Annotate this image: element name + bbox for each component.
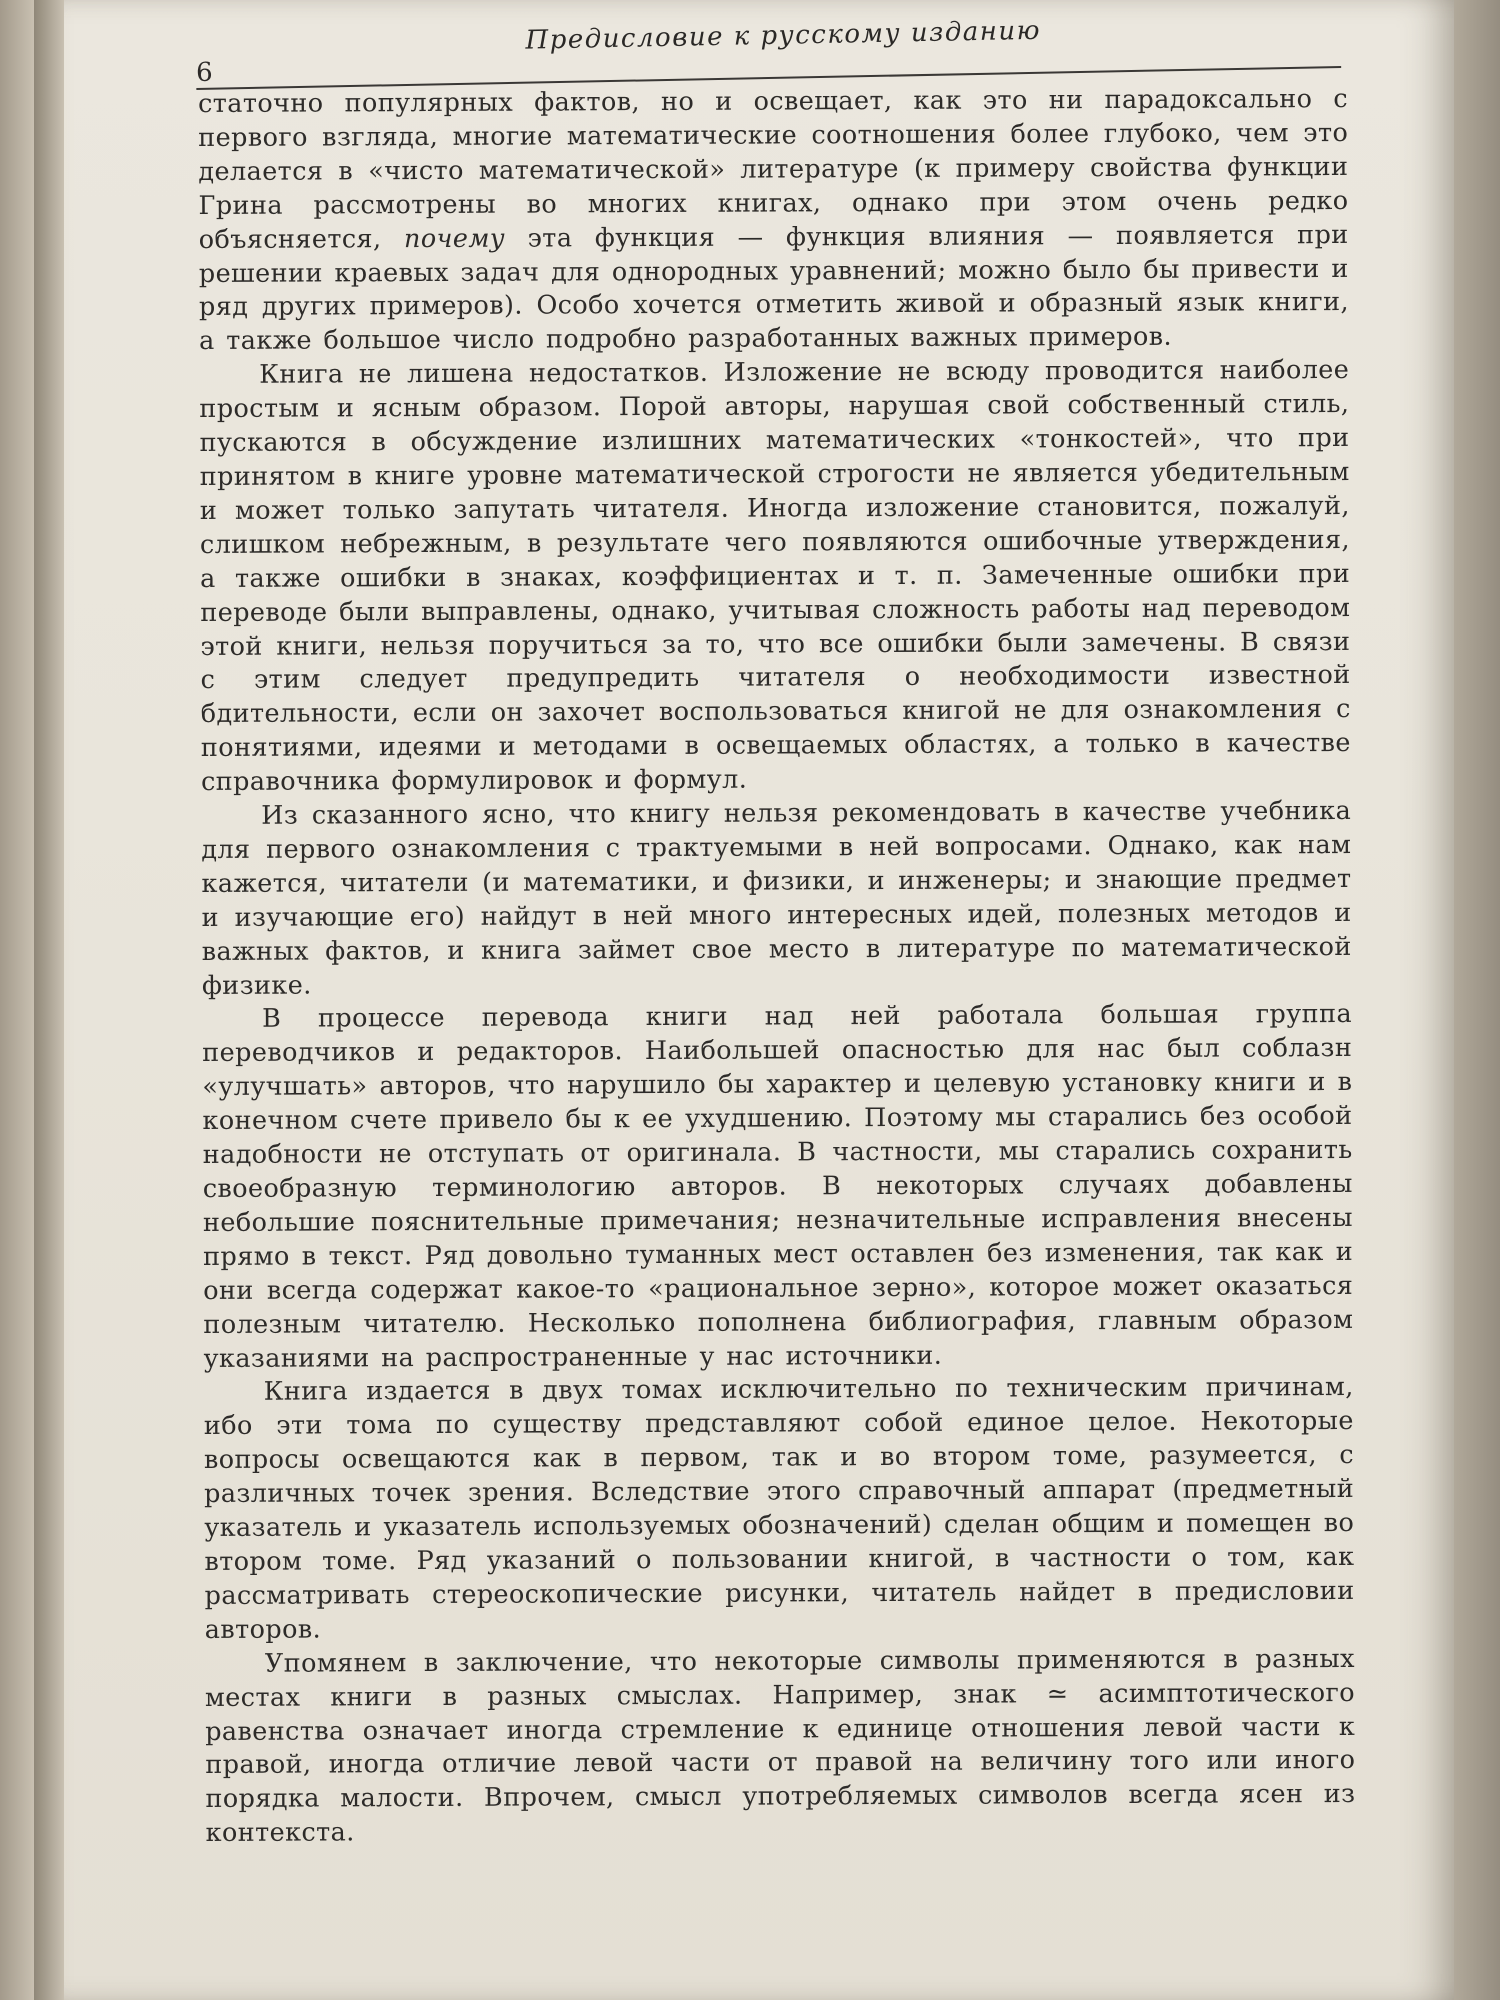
paragraph-2: Книга не лишена недостатков. Изложение не всюду проводится наиболее простым и ясным образом. Порой авторы, нарушая свой собственный стиль, пускаются в обсуждение излишних математических «тонкостей», что при принятом в книге уровне математической строгости не является убедительным и может только запутать читателя. Иногда изложение становится, пожалуй, слишком небрежным, в результате чего появляются ошибочные утверждения, а также ошибки в знаках, коэффициентах и т. п. Замеченные ошибки при переводе были выправлены, однако, учитывая сложность работы над переводом этой книги, нельзя поручиться за то, что все ошибки были замечены. В связи с этим следует предупредить читателя о необходимости известной бдительности, если он захочет воспользоваться книгой не для ознакомления с понятиями, идеями и методами в освещаемых областях, а только в качестве справочника формулировок и формул. — [199, 355, 1351, 798]
paragraph-5: Книга издается в двух томах исключительно по техническим причинам, ибо эти тома по существу представляют собой единое целое. Некоторые вопросы освещаются как в первом, так и во втором томе, разумеется, с различных точек зрения. Вследствие этого справочный аппарат (предметный указатель и указатель используемых обозначений) сделан общим и помещен во втором томе. Ряд указаний о пользовании книгой, в частности о том, как рассматривать стереоскопические рисунки, читатель найдет в предисловии авторов. — [203, 1372, 1355, 1645]
paragraph-1-part-2: эта функция — функция влияния — появляется при решении краевых задач для однородных уравнений; можно было бы привести и ряд других примеров). Особо хочется отметить живой и образный язык книги, а также большое число подробно разработанных важных примеров. — [198, 219, 1350, 357]
paragraph-4: В процессе перевода книги над ней работала большая группа переводчиков и редакторов. Наибольшей опасностью для нас был соблазн «улучшать» авторов, что нарушило бы характер и целевую установку книги и в конечном счете привело бы к ее ухудшению. Поэтому мы старались без особой надобности не отступать от оригинала. В частности, мы старались сохранить своеобразную терминологию авторов. В некоторых случаях добавлены небольшие пояснительные примечания; незначительные исправления внесены прямо в текст. Ряд довольно туманных мест оставлен без изменения, так как и они всегда содержат какое-то «рациональное зерно», которое может оказаться полезным читателю. Несколько пополнена библиография, главным образом указаниями на распространенные у нас источники. — [202, 999, 1354, 1374]
paragraph-1-part-1: статочно популярных фактов, но и освещает, как это ни парадоксально с первого взгляда, многие математические соотношения более глубоко, чем это делается в «чисто математической» литературе (к примеру свойства функции Грина рассмотрены во многих книгах, однако при этом очень редко объясняется, — [198, 83, 1349, 255]
page-body — [198, 83, 1356, 1851]
page-number: 6 — [195, 57, 213, 88]
paragraph-1 — [198, 83, 1349, 359]
book-binding-edge — [34, 0, 64, 2000]
paragraph-6: Упомянем в заключение, что некоторые символы применяются в разных местах книги в разных смыслах. Например, знак ≃ асимптотического равенства означает иногда стремление к единице отношения левой части к правой, иногда отличие левой части от правой на величину того или иного порядка малости. Впрочем, смысл употребляемых символов всегда ясен из контекста. — [204, 1643, 1356, 1849]
paragraph-1-italic: почему — [403, 223, 506, 254]
running-title: Предисловие к русскому изданию — [525, 15, 1042, 56]
paragraph-3: Из сказанного ясно, что книгу нельзя рекомендовать в качестве учебника для первого ознакомления с трактуемыми в ней вопросами. Однако, как нам кажется, читатели (и математики, и физики, и инженеры; и знающие предмет и изучающие его) найдут в ней много интересных идей, полезных методов и важных фактов, и книга займет свое место в литературе по математической физике. — [201, 796, 1352, 1001]
